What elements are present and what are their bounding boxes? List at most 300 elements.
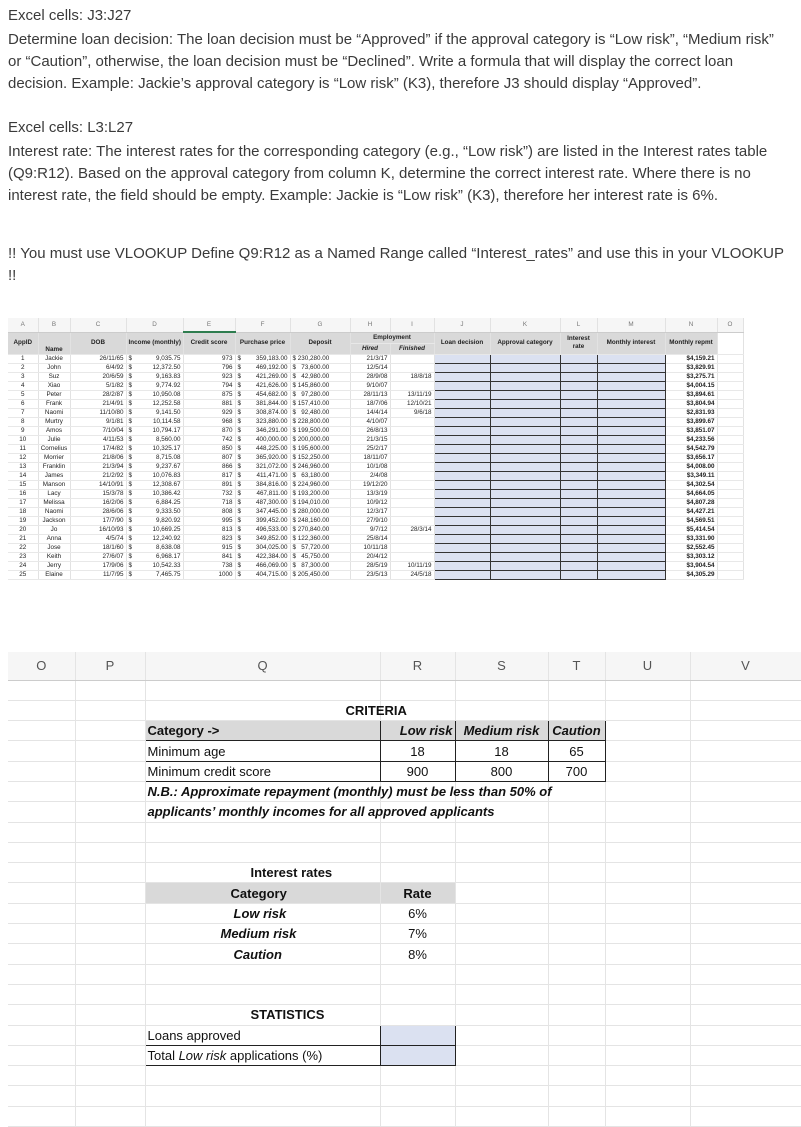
cell-income[interactable] xyxy=(126,426,183,435)
empty-cell[interactable] xyxy=(717,462,743,471)
cell-deposit[interactable]: $ 228,800.00 xyxy=(290,417,350,426)
cell-finished[interactable]: 9/6/18 xyxy=(390,408,434,417)
cell-appid[interactable]: 6 xyxy=(8,399,38,408)
cell-monthly-repmt[interactable]: $5,414.54 xyxy=(665,525,717,534)
empty-cell[interactable] xyxy=(605,863,690,883)
empty-cell[interactable] xyxy=(8,984,75,1004)
cell-purchase-price[interactable] xyxy=(235,543,290,552)
column-header-h[interactable]: H xyxy=(350,318,390,332)
cell-deposit[interactable]: $ 199,500.00 xyxy=(290,426,350,435)
cell-dob[interactable] xyxy=(70,543,126,552)
cell-hired[interactable]: 9/10/07 xyxy=(350,381,390,390)
empty-cell[interactable] xyxy=(605,1086,690,1106)
empty-cell[interactable] xyxy=(548,944,605,964)
empty-cell[interactable] xyxy=(548,842,605,862)
column-header-s[interactable]: S xyxy=(455,652,548,680)
empty-cell[interactable] xyxy=(548,1005,605,1025)
cell-monthly-repmt[interactable]: $4,159.21 xyxy=(665,354,717,363)
min-age-caution[interactable]: 65 xyxy=(548,741,605,761)
cell-monthly-interest[interactable] xyxy=(597,543,665,552)
header-purchase[interactable]: Purchase price xyxy=(235,332,290,354)
empty-cell[interactable] xyxy=(605,1045,690,1065)
cell-monthly-repmt[interactable]: $2,831.93 xyxy=(665,408,717,417)
cell-purchase-price[interactable] xyxy=(235,372,290,381)
cell-monthly-interest[interactable] xyxy=(597,516,665,525)
cell-dob[interactable] xyxy=(70,444,126,453)
empty-cell[interactable] xyxy=(380,1066,455,1086)
cell-credit-score[interactable]: 738 xyxy=(183,561,235,570)
cell-deposit[interactable]: $ 122,360.00 xyxy=(290,534,350,543)
cell-income[interactable] xyxy=(126,363,183,372)
empty-cell[interactable] xyxy=(455,863,548,883)
cell-finished[interactable] xyxy=(390,417,434,426)
empty-cell[interactable] xyxy=(717,444,743,453)
cell-deposit[interactable]: $ 205,450.00 xyxy=(290,570,350,579)
cell-loan-decision[interactable] xyxy=(434,417,490,426)
cell-monthly-repmt[interactable]: $4,807.28 xyxy=(665,498,717,507)
cell-interest-rate[interactable] xyxy=(560,471,597,480)
cell-loan-decision[interactable] xyxy=(434,363,490,372)
cell-finished[interactable] xyxy=(390,534,434,543)
cell-income[interactable] xyxy=(126,498,183,507)
cell-hired[interactable]: 9/7/12 xyxy=(350,525,390,534)
cell-income[interactable] xyxy=(126,480,183,489)
empty-cell[interactable] xyxy=(690,984,801,1004)
empty-cell[interactable] xyxy=(605,822,690,842)
cell-approval-category[interactable] xyxy=(490,444,560,453)
cell-interest-rate[interactable] xyxy=(560,525,597,534)
cell-dob[interactable] xyxy=(70,525,126,534)
cell-interest-rate[interactable] xyxy=(560,354,597,363)
empty-cell[interactable] xyxy=(8,964,75,984)
loans-approved-value[interactable] xyxy=(380,1025,455,1045)
cell-name[interactable]: Elaine xyxy=(38,570,70,579)
cell-finished[interactable] xyxy=(390,462,434,471)
cell-monthly-repmt[interactable]: $3,275.71 xyxy=(665,372,717,381)
cell-income[interactable] xyxy=(126,570,183,579)
empty-cell[interactable] xyxy=(690,964,801,984)
cell-loan-decision[interactable] xyxy=(434,516,490,525)
cell-interest-rate[interactable] xyxy=(560,390,597,399)
column-header-e[interactable]: E xyxy=(183,318,235,332)
cell-hired[interactable]: 18/7/06 xyxy=(350,399,390,408)
cell-purchase-price[interactable] xyxy=(235,570,290,579)
cell-approval-category[interactable] xyxy=(490,489,560,498)
header-monthly-interest[interactable]: Monthly interest xyxy=(597,332,665,354)
empty-cell[interactable] xyxy=(75,1025,145,1045)
statistics-title[interactable]: STATISTICS xyxy=(145,1005,380,1025)
cell-finished[interactable] xyxy=(390,363,434,372)
cell-income[interactable] xyxy=(126,381,183,390)
empty-cell[interactable] xyxy=(75,863,145,883)
empty-cell[interactable] xyxy=(8,924,75,944)
cell-monthly-interest[interactable] xyxy=(597,552,665,561)
cell-credit-score[interactable]: 875 xyxy=(183,390,235,399)
column-header-r[interactable]: R xyxy=(380,652,455,680)
cell-approval-category[interactable] xyxy=(490,516,560,525)
cell-approval-category[interactable] xyxy=(490,525,560,534)
cell-name[interactable]: Murtry xyxy=(38,417,70,426)
cell-finished[interactable]: 18/8/18 xyxy=(390,372,434,381)
cell-loan-decision[interactable] xyxy=(434,426,490,435)
cell-income[interactable] xyxy=(126,552,183,561)
cell-finished[interactable] xyxy=(390,498,434,507)
cell-hired[interactable]: 14/4/14 xyxy=(350,408,390,417)
cell-appid[interactable]: 3 xyxy=(8,372,38,381)
empty-cell[interactable] xyxy=(548,802,605,822)
empty-cell[interactable] xyxy=(548,903,605,923)
empty-cell[interactable] xyxy=(605,903,690,923)
cell-loan-decision[interactable] xyxy=(434,354,490,363)
cell-monthly-repmt[interactable]: $4,305.29 xyxy=(665,570,717,579)
cell-credit-score[interactable]: 891 xyxy=(183,480,235,489)
empty-cell[interactable] xyxy=(717,543,743,552)
empty-cell[interactable] xyxy=(8,761,75,781)
cell-income[interactable] xyxy=(126,507,183,516)
cell-monthly-repmt[interactable]: $3,804.94 xyxy=(665,399,717,408)
header-name[interactable]: Name xyxy=(38,332,70,354)
empty-cell[interactable] xyxy=(690,1005,801,1025)
empty-cell[interactable] xyxy=(145,1106,380,1126)
cell-loan-decision[interactable] xyxy=(434,561,490,570)
cell-monthly-interest[interactable] xyxy=(597,426,665,435)
empty-cell[interactable] xyxy=(690,822,801,842)
cell-name[interactable]: Naomi xyxy=(38,408,70,417)
cell-interest-rate[interactable] xyxy=(560,399,597,408)
empty-cell[interactable] xyxy=(455,944,548,964)
cell-hired[interactable]: 26/8/13 xyxy=(350,426,390,435)
cell-appid[interactable]: 21 xyxy=(8,534,38,543)
cell-loan-decision[interactable] xyxy=(434,534,490,543)
empty-cell[interactable] xyxy=(717,354,743,363)
cell-approval-category[interactable] xyxy=(490,462,560,471)
cell-interest-rate[interactable] xyxy=(560,462,597,471)
empty-cell[interactable] xyxy=(548,924,605,944)
interest-category[interactable]: Medium risk xyxy=(145,924,380,944)
cell-finished[interactable]: 10/11/19 xyxy=(390,561,434,570)
empty-cell[interactable] xyxy=(75,741,145,761)
empty-cell[interactable] xyxy=(455,883,548,903)
cell-dob[interactable] xyxy=(70,426,126,435)
cell-interest-rate[interactable] xyxy=(560,363,597,372)
cell-name[interactable]: Peter xyxy=(38,390,70,399)
cell-monthly-interest[interactable] xyxy=(597,444,665,453)
cell-credit-score[interactable]: 973 xyxy=(183,354,235,363)
cell-dob[interactable] xyxy=(70,408,126,417)
cell-deposit[interactable]: $ 200,000.00 xyxy=(290,435,350,444)
empty-cell[interactable] xyxy=(690,944,801,964)
cell-approval-category[interactable] xyxy=(490,372,560,381)
interest-rate-value[interactable]: 7% xyxy=(380,924,455,944)
cell-dob[interactable] xyxy=(70,507,126,516)
cell-credit-score[interactable]: 813 xyxy=(183,525,235,534)
cell-income[interactable] xyxy=(126,543,183,552)
cell-deposit[interactable]: $ 224,960.00 xyxy=(290,480,350,489)
empty-cell[interactable] xyxy=(717,552,743,561)
cell-purchase-price[interactable] xyxy=(235,552,290,561)
empty-cell[interactable] xyxy=(8,1005,75,1025)
empty-cell[interactable] xyxy=(455,924,548,944)
empty-cell[interactable] xyxy=(717,516,743,525)
cell-interest-rate[interactable] xyxy=(560,372,597,381)
cell-income[interactable] xyxy=(126,489,183,498)
column-header-q[interactable]: Q xyxy=(145,652,380,680)
empty-cell[interactable] xyxy=(717,435,743,444)
empty-cell[interactable] xyxy=(548,700,605,720)
cell-deposit[interactable]: $ 230,280.00 xyxy=(290,354,350,363)
cell-deposit[interactable]: $ 73,600.00 xyxy=(290,363,350,372)
empty-cell[interactable] xyxy=(380,964,455,984)
cell-purchase-price[interactable] xyxy=(235,489,290,498)
cell-hired[interactable]: 13/3/19 xyxy=(350,489,390,498)
empty-cell[interactable] xyxy=(605,781,690,801)
empty-cell[interactable] xyxy=(717,471,743,480)
cell-approval-category[interactable] xyxy=(490,435,560,444)
empty-cell[interactable] xyxy=(717,561,743,570)
cell-deposit[interactable]: $ 194,010.00 xyxy=(290,498,350,507)
interest-rate-value[interactable]: 6% xyxy=(380,903,455,923)
cell-name[interactable]: Julie xyxy=(38,435,70,444)
cell-loan-decision[interactable] xyxy=(434,381,490,390)
min-credit-caution[interactable]: 700 xyxy=(548,761,605,781)
cell-income[interactable] xyxy=(126,372,183,381)
cell-finished[interactable] xyxy=(390,354,434,363)
header-monthly-repmt[interactable]: Monthly repmt xyxy=(665,332,717,354)
cell-income[interactable] xyxy=(126,453,183,462)
cell-deposit[interactable]: $ 63,180.00 xyxy=(290,471,350,480)
empty-cell[interactable] xyxy=(717,525,743,534)
cell-name[interactable]: John xyxy=(38,363,70,372)
empty-cell[interactable] xyxy=(548,1025,605,1045)
empty-cell[interactable] xyxy=(455,842,548,862)
cell-dob[interactable] xyxy=(70,372,126,381)
cell-monthly-repmt[interactable]: $3,899.67 xyxy=(665,417,717,426)
empty-cell[interactable] xyxy=(455,903,548,923)
cell-deposit[interactable]: $ 42,980.00 xyxy=(290,372,350,381)
empty-cell[interactable] xyxy=(8,842,75,862)
empty-cell[interactable] xyxy=(605,1066,690,1086)
cell-purchase-price[interactable] xyxy=(235,363,290,372)
cell-monthly-interest[interactable] xyxy=(597,435,665,444)
cell-appid[interactable]: 24 xyxy=(8,561,38,570)
cell-credit-score[interactable]: 881 xyxy=(183,399,235,408)
cell-finished[interactable] xyxy=(390,480,434,489)
cell-appid[interactable]: 12 xyxy=(8,453,38,462)
header-hired[interactable]: Hired xyxy=(350,343,390,354)
empty-cell[interactable] xyxy=(717,453,743,462)
cell-dob[interactable] xyxy=(70,480,126,489)
cell-loan-decision[interactable] xyxy=(434,435,490,444)
cell-hired[interactable]: 12/3/17 xyxy=(350,507,390,516)
cell-interest-rate[interactable] xyxy=(560,570,597,579)
empty-cell[interactable] xyxy=(145,1086,380,1106)
empty-cell[interactable] xyxy=(8,944,75,964)
cell-appid[interactable]: 17 xyxy=(8,498,38,507)
cell-name[interactable]: Jose xyxy=(38,543,70,552)
cell-monthly-repmt[interactable]: $3,303.12 xyxy=(665,552,717,561)
cell-purchase-price[interactable] xyxy=(235,507,290,516)
cell-deposit[interactable]: $ 145,860.00 xyxy=(290,381,350,390)
empty-cell[interactable] xyxy=(380,1086,455,1106)
cell-interest-rate[interactable] xyxy=(560,516,597,525)
cell-finished[interactable] xyxy=(390,381,434,390)
category-caution[interactable]: Caution xyxy=(548,721,605,741)
empty-cell[interactable] xyxy=(75,1086,145,1106)
cell-finished[interactable] xyxy=(390,543,434,552)
empty-cell[interactable] xyxy=(75,1045,145,1065)
cell-name[interactable]: Lacy xyxy=(38,489,70,498)
empty-cell[interactable] xyxy=(8,700,75,720)
column-header-m[interactable]: M xyxy=(597,318,665,332)
cell-income[interactable] xyxy=(126,462,183,471)
cell-dob[interactable] xyxy=(70,516,126,525)
cell-approval-category[interactable] xyxy=(490,543,560,552)
empty-cell[interactable] xyxy=(690,1066,801,1086)
cell-loan-decision[interactable] xyxy=(434,399,490,408)
header-income[interactable]: Income (monthly) xyxy=(126,332,183,354)
empty-cell[interactable] xyxy=(145,984,380,1004)
empty-cell[interactable] xyxy=(717,381,743,390)
total-low-risk-label[interactable] xyxy=(145,1045,380,1065)
cell-income[interactable] xyxy=(126,561,183,570)
cell-loan-decision[interactable] xyxy=(434,543,490,552)
header-decision[interactable]: Loan decision xyxy=(434,332,490,354)
cell-approval-category[interactable] xyxy=(490,381,560,390)
cell-appid[interactable]: 18 xyxy=(8,507,38,516)
empty-cell[interactable] xyxy=(380,680,455,700)
cell-income[interactable] xyxy=(126,354,183,363)
cell-deposit[interactable]: $ 87,300.00 xyxy=(290,561,350,570)
cell-monthly-interest[interactable] xyxy=(597,453,665,462)
column-header-c[interactable]: C xyxy=(70,318,126,332)
cell-appid[interactable]: 11 xyxy=(8,444,38,453)
empty-cell[interactable] xyxy=(690,1106,801,1126)
min-credit-label[interactable]: Minimum credit score xyxy=(145,761,380,781)
empty-cell[interactable] xyxy=(380,863,455,883)
cell-monthly-interest[interactable] xyxy=(597,372,665,381)
cell-name[interactable]: Franklin xyxy=(38,462,70,471)
cell-monthly-interest[interactable] xyxy=(597,363,665,372)
empty-cell[interactable] xyxy=(690,903,801,923)
cell-appid[interactable]: 23 xyxy=(8,552,38,561)
empty-cell[interactable] xyxy=(717,332,743,354)
empty-cell[interactable] xyxy=(8,1106,75,1126)
cell-monthly-repmt[interactable]: $4,302.54 xyxy=(665,480,717,489)
cell-interest-rate[interactable] xyxy=(560,408,597,417)
cell-appid[interactable]: 7 xyxy=(8,408,38,417)
interest-category[interactable]: Low risk xyxy=(145,903,380,923)
cell-appid[interactable]: 4 xyxy=(8,381,38,390)
cell-income[interactable] xyxy=(126,417,183,426)
empty-cell[interactable] xyxy=(75,781,145,801)
empty-cell[interactable] xyxy=(605,883,690,903)
cell-name[interactable]: Naomi xyxy=(38,507,70,516)
empty-cell[interactable] xyxy=(690,741,801,761)
cell-income[interactable] xyxy=(126,471,183,480)
cell-finished[interactable] xyxy=(390,471,434,480)
cell-deposit[interactable]: $ 195,600.00 xyxy=(290,444,350,453)
cell-loan-decision[interactable] xyxy=(434,471,490,480)
empty-cell[interactable] xyxy=(8,1066,75,1086)
empty-cell[interactable] xyxy=(605,1025,690,1045)
column-header-i[interactable]: I xyxy=(390,318,434,332)
cell-dob[interactable] xyxy=(70,399,126,408)
cell-purchase-price[interactable] xyxy=(235,471,290,480)
cell-monthly-repmt[interactable]: $3,349.11 xyxy=(665,471,717,480)
cell-credit-score[interactable]: 866 xyxy=(183,462,235,471)
cell-dob[interactable] xyxy=(70,561,126,570)
cell-approval-category[interactable] xyxy=(490,453,560,462)
cell-name[interactable]: Jackson xyxy=(38,516,70,525)
min-credit-low[interactable]: 900 xyxy=(380,761,455,781)
cell-hired[interactable]: 21/3/15 xyxy=(350,435,390,444)
cell-appid[interactable]: 2 xyxy=(8,363,38,372)
empty-cell[interactable] xyxy=(605,700,690,720)
column-header-o[interactable]: O xyxy=(717,318,743,332)
cell-deposit[interactable]: $ 92,480.00 xyxy=(290,408,350,417)
cell-dob[interactable] xyxy=(70,534,126,543)
empty-cell[interactable] xyxy=(548,883,605,903)
empty-cell[interactable] xyxy=(8,863,75,883)
cell-interest-rate[interactable] xyxy=(560,561,597,570)
empty-cell[interactable] xyxy=(8,883,75,903)
category-medium-risk[interactable]: Medium risk xyxy=(455,721,548,741)
empty-cell[interactable] xyxy=(717,498,743,507)
cell-purchase-price[interactable] xyxy=(235,399,290,408)
cell-hired[interactable]: 2/4/08 xyxy=(350,471,390,480)
cell-interest-rate[interactable] xyxy=(560,507,597,516)
cell-hired[interactable]: 20/4/12 xyxy=(350,552,390,561)
cell-approval-category[interactable] xyxy=(490,417,560,426)
cell-loan-decision[interactable] xyxy=(434,507,490,516)
column-header-b[interactable]: B xyxy=(38,318,70,332)
cell-income[interactable] xyxy=(126,516,183,525)
cell-name[interactable]: Anna xyxy=(38,534,70,543)
cell-deposit[interactable]: $ 157,410.00 xyxy=(290,399,350,408)
cell-credit-score[interactable]: 823 xyxy=(183,534,235,543)
empty-cell[interactable] xyxy=(690,721,801,741)
cell-appid[interactable]: 10 xyxy=(8,435,38,444)
cell-name[interactable]: Melissa xyxy=(38,498,70,507)
empty-cell[interactable] xyxy=(605,944,690,964)
cell-monthly-interest[interactable] xyxy=(597,561,665,570)
cell-appid[interactable]: 25 xyxy=(8,570,38,579)
cell-monthly-repmt[interactable]: $3,904.54 xyxy=(665,561,717,570)
empty-cell[interactable] xyxy=(75,944,145,964)
empty-cell[interactable] xyxy=(605,1106,690,1126)
cell-loan-decision[interactable] xyxy=(434,372,490,381)
cell-interest-rate[interactable] xyxy=(560,435,597,444)
criteria-title[interactable]: CRITERIA xyxy=(345,700,420,720)
cell-approval-category[interactable] xyxy=(490,534,560,543)
cell-monthly-repmt[interactable]: $3,851.07 xyxy=(665,426,717,435)
empty-cell[interactable] xyxy=(605,842,690,862)
column-header-n[interactable]: N xyxy=(665,318,717,332)
cell-purchase-price[interactable] xyxy=(235,462,290,471)
column-header-d[interactable]: D xyxy=(126,318,183,332)
cell-loan-decision[interactable] xyxy=(434,525,490,534)
cell-purchase-price[interactable] xyxy=(235,480,290,489)
cell-name[interactable]: Xiao xyxy=(38,381,70,390)
empty-cell[interactable] xyxy=(605,721,690,741)
cell-name[interactable]: Keith xyxy=(38,552,70,561)
cell-loan-decision[interactable] xyxy=(434,390,490,399)
cell-credit-score[interactable]: 794 xyxy=(183,381,235,390)
cell-appid[interactable]: 20 xyxy=(8,525,38,534)
empty-cell[interactable] xyxy=(690,802,801,822)
cell-monthly-interest[interactable] xyxy=(597,525,665,534)
header-rate[interactable]: Interest rate xyxy=(560,332,597,354)
